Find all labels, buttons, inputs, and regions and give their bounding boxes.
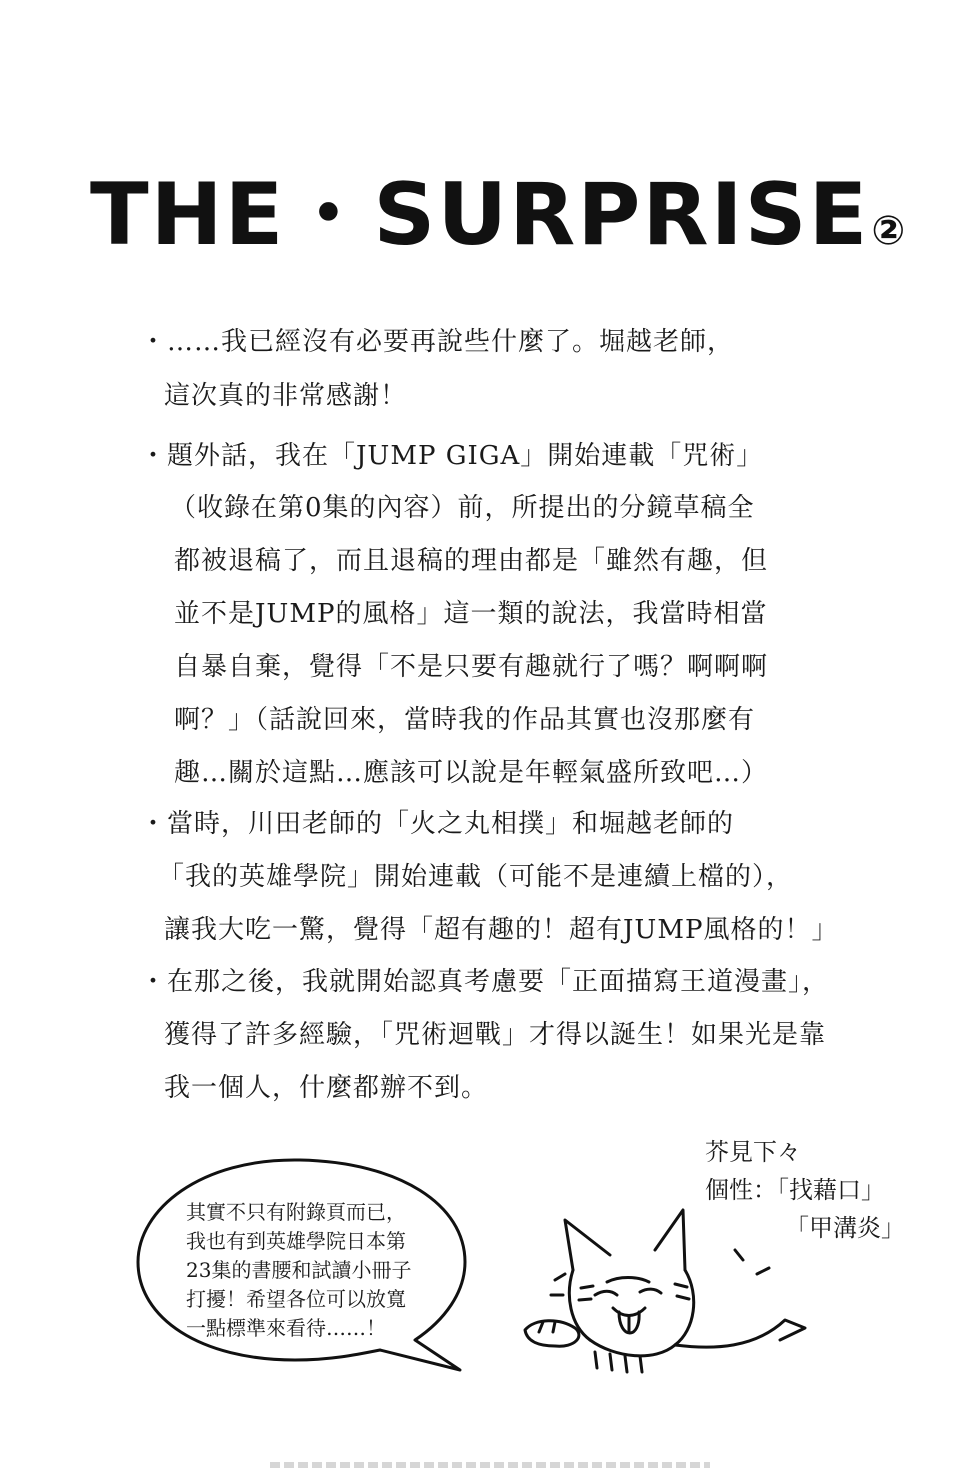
bubble-line: 我也有到英雄學院日本第 bbox=[186, 1229, 406, 1253]
note-line: 我一個人，什麼都辦不到。 bbox=[164, 1073, 489, 1103]
bubble-line: 23集的書腰和試讀小冊子 bbox=[186, 1258, 412, 1282]
bubble-line: 一點標準來看待……！ bbox=[186, 1316, 386, 1340]
author-name: 芥見下々 bbox=[705, 1138, 801, 1166]
title-number: ② bbox=[871, 207, 908, 254]
note-line: 獲得了許多經驗，「咒術迴戰」才得以誕生！如果光是靠 bbox=[164, 1020, 827, 1050]
note-line: ・題外話，我在「JUMP GIGA」開始連載「咒術」 bbox=[140, 441, 764, 471]
note-line: 趣…關於這點…應該可以說是年輕氣盛所致吧…） bbox=[174, 758, 769, 788]
speech-bubble-text bbox=[186, 1198, 486, 1343]
note-line: 並不是JUMP的風格」這一類的說法，我當時相當 bbox=[174, 599, 768, 629]
author-trait-2: 「甲溝炎」 bbox=[785, 1214, 905, 1242]
note-line: （收錄在第0集的內容）前，所提出的分鏡草稿全 bbox=[170, 493, 755, 523]
page-title bbox=[90, 160, 920, 270]
title-text: THE・SURPRISE bbox=[90, 165, 870, 265]
bubble-line: 其實不只有附錄頁而已， bbox=[186, 1200, 406, 1224]
page-bottom-edge bbox=[270, 1462, 710, 1468]
cat-doodle-illustration bbox=[515, 1200, 815, 1380]
note-line: 啊？」（話說回來，當時我的作品其實也沒那麼有 bbox=[174, 705, 756, 735]
author-trait: 個性：「找藉口」 bbox=[705, 1176, 885, 1204]
note-line: 都被退稿了，而且退稿的理由都是「雖然有趣，但 bbox=[174, 546, 769, 576]
note-line: ・在那之後，我就開始認真考慮要「正面描寫王道漫畫」， bbox=[140, 967, 830, 997]
note-line: 自暴自棄，覺得「不是只要有趣就行了嗎？啊啊啊 bbox=[174, 652, 769, 682]
note-line: ・……我已經沒有必要再說些什麼了。堀越老師， bbox=[140, 327, 735, 357]
bubble-line: 打擾！希望各位可以放寬 bbox=[186, 1287, 406, 1311]
note-line: 讓我大吃一驚，覺得「超有趣的！超有JUMP風格的！」 bbox=[164, 915, 839, 945]
note-line: ・當時，川田老師的「火之丸相撲」和堀越老師的 bbox=[140, 809, 735, 839]
note-line: 「我的英雄學院」開始連載（可能不是連續上檔的）， bbox=[158, 862, 794, 892]
note-line: 這次真的非常感謝！ bbox=[164, 381, 408, 411]
